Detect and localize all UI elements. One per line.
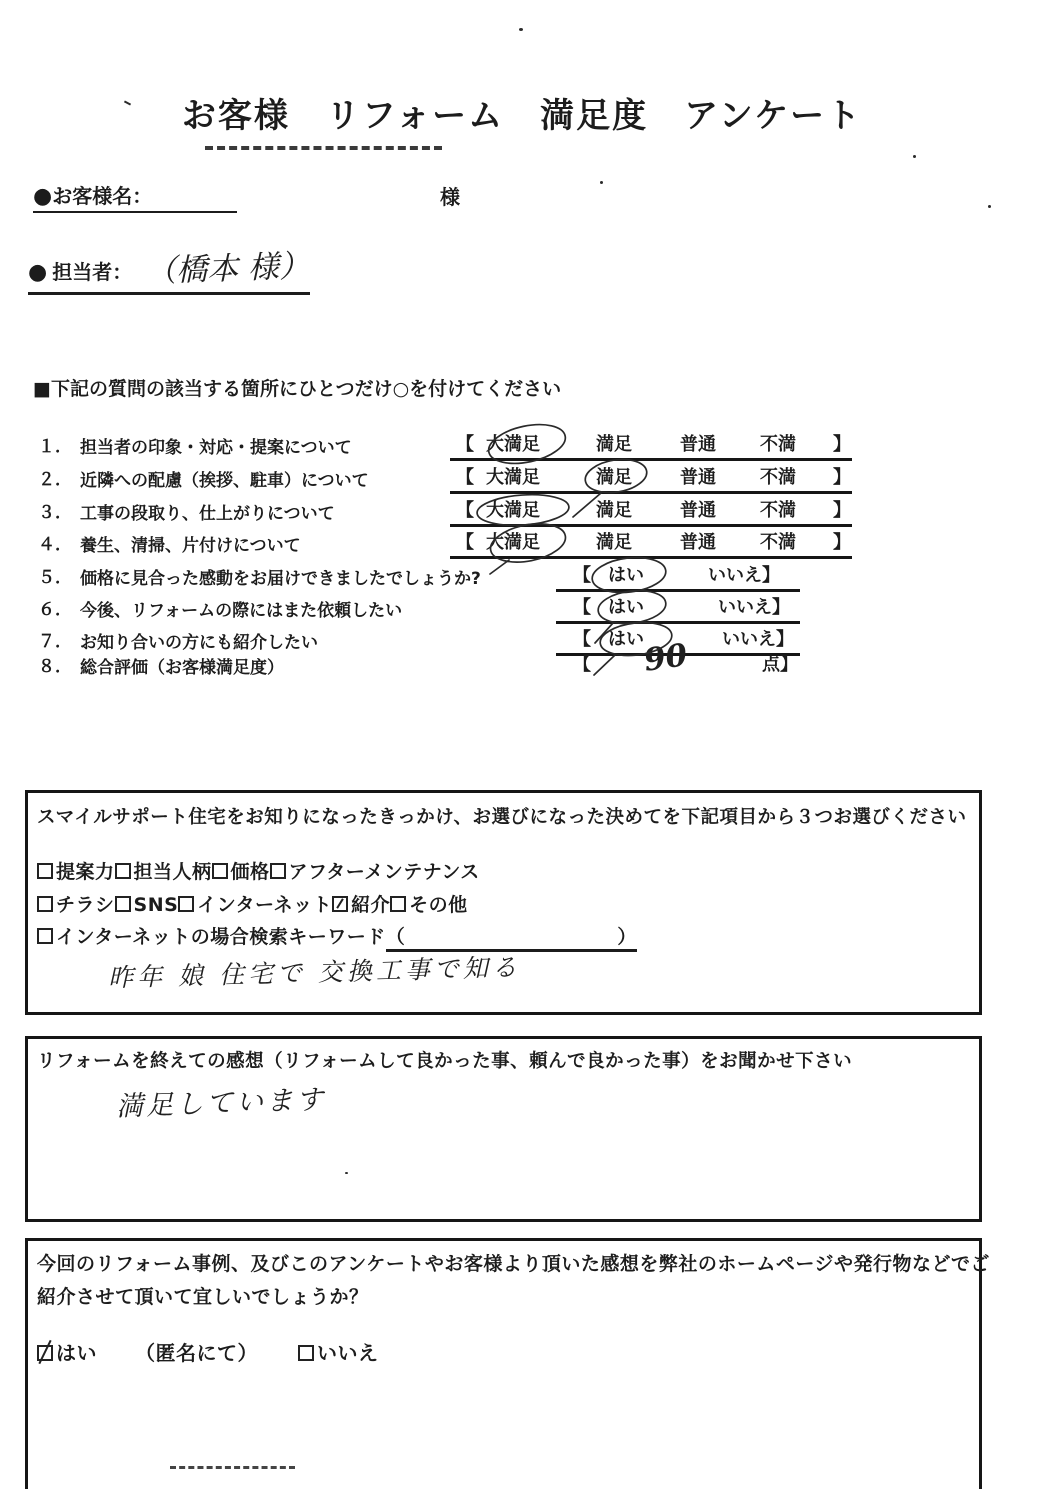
question-number: ７．: [38, 632, 72, 652]
question-row-4: [0, 530, 1044, 560]
consent-no-label: いいえ: [317, 1341, 379, 1365]
scan-artifact-dash: [170, 1466, 295, 1469]
impressions-box-title: リフォームを終えての感想（リフォームして良かった事、頼んで良かった事）をお聞かせ下さい: [37, 1051, 853, 1072]
awareness-box-title: スマイルサポート住宅をお知りになったきっかけ、お選びになった決めてを下記項目から３つお選びください: [37, 807, 967, 828]
option-fuman[interactable]: 不満: [760, 434, 796, 455]
checkbox-internet[interactable]: [178, 896, 194, 912]
scan-noise: [913, 155, 916, 158]
option-daimanzoku[interactable]: 大満足: [486, 467, 540, 488]
option-iie[interactable]: いいえ】: [708, 565, 780, 586]
keyword-paren-open: （: [385, 926, 406, 948]
option-futsuu[interactable]: 普通: [680, 467, 716, 488]
bracket-close: 】: [833, 500, 851, 521]
bracket-open: 【: [456, 532, 474, 553]
bracket-open: 【: [573, 565, 591, 586]
bracket-open: 【: [456, 434, 474, 455]
customer-name-line: [33, 180, 237, 213]
checkbox-after-maintenance[interactable]: [270, 863, 286, 879]
question-number: ５．: [38, 568, 72, 588]
checkbox-teianryoku[interactable]: [37, 863, 53, 879]
consent-answer-line: [37, 1337, 379, 1366]
checkbox-consent-yes[interactable]: [37, 1345, 53, 1361]
question-label: お知り合いの方にも紹介したい: [80, 633, 318, 653]
checkbox-label: 紹介: [351, 894, 391, 916]
checkbox-label: その他: [409, 894, 468, 916]
consent-yes-label: はい: [56, 1341, 97, 1365]
question-label: 今後、リフォームの際にはまた依頼したい: [80, 601, 403, 621]
option-manzoku[interactable]: 満足: [596, 467, 632, 488]
option-fuman[interactable]: 不満: [760, 467, 796, 488]
question-row-6: [0, 595, 1044, 625]
checkbox-kakaku[interactable]: [212, 863, 228, 879]
question-number: ２．: [38, 470, 72, 490]
option-futsuu[interactable]: 普通: [680, 500, 716, 521]
checkbox-label: 価格: [230, 861, 270, 883]
question-number: ６．: [38, 600, 72, 620]
checkbox-label: 提案力: [56, 861, 115, 883]
bullet-icon: ●: [33, 184, 53, 209]
question-5-options: [556, 559, 800, 592]
question-1-options: [450, 428, 852, 461]
bracket-open: 【: [456, 500, 474, 521]
checkbox-chirashi[interactable]: [37, 896, 53, 912]
bracket-open: 【: [573, 629, 591, 650]
customer-honorific: 様: [440, 185, 460, 209]
bracket-open: 【: [573, 654, 591, 675]
checkbox-label: 担当人柄: [133, 861, 212, 883]
awareness-options-row-1: [37, 857, 480, 884]
checkbox-sonota[interactable]: [390, 896, 406, 912]
score-handwritten[interactable]: 90: [641, 637, 690, 679]
awareness-options-row-2: [37, 890, 468, 917]
customer-name-label: お客様名：: [52, 184, 153, 208]
title-underline: [205, 146, 442, 150]
awareness-box: [25, 790, 982, 1015]
keyword-line: [37, 922, 637, 952]
question-label: 総合評価（お客様満足度）: [80, 658, 284, 678]
question-number: ４．: [38, 535, 72, 555]
scan-noise: [345, 1172, 348, 1174]
question-row-5: [0, 563, 1044, 593]
option-hai[interactable]: はい: [608, 565, 644, 586]
checkbox-label: アフターメンテナンス: [288, 861, 480, 883]
checkbox-label: チラシ: [56, 894, 115, 916]
question-3-options: [450, 494, 852, 527]
question-number: ３．: [38, 503, 72, 523]
option-hai[interactable]: はい: [608, 629, 644, 650]
question-label: 近隣への配慮（挨拶、駐車）について: [80, 471, 369, 491]
question-4-options: [450, 526, 852, 559]
option-manzoku[interactable]: 満足: [596, 500, 632, 521]
keyword-label: インターネットの場合検索キーワード: [56, 926, 386, 948]
awareness-handwriting: 昨年 娘 住宅で 交換工事で知る: [107, 952, 522, 993]
staff-label: 担当者：: [52, 260, 133, 284]
bullet-icon: ●: [28, 260, 48, 285]
question-number: １．: [38, 437, 72, 457]
option-iie[interactable]: いいえ】: [722, 629, 794, 650]
option-daimanzoku[interactable]: 大満足: [486, 434, 540, 455]
consent-yes-note: （匿名にて）: [135, 1341, 258, 1365]
option-futsuu[interactable]: 普通: [680, 532, 716, 553]
scan-noise: [988, 205, 991, 208]
consent-line-2: 紹介させて頂いて宜しいでしょうか？: [37, 1286, 369, 1308]
keyword-paren-close: ）: [617, 926, 637, 948]
question-row-3: [0, 498, 1044, 528]
option-daimanzoku[interactable]: 大満足: [486, 500, 540, 521]
bracket-close: 】: [833, 467, 851, 488]
question-2-options: [450, 461, 852, 494]
checkbox-sns[interactable]: [115, 896, 131, 912]
question-label: 工事の段取り、仕上がりについて: [80, 504, 335, 524]
option-fuman[interactable]: 不満: [760, 532, 796, 553]
option-fuman[interactable]: 不満: [760, 500, 796, 521]
question-row-1: [0, 432, 1044, 462]
bracket-open: 【: [456, 467, 474, 488]
bracket-close: 】: [833, 434, 851, 455]
staff-name-handwritten: （橋本 様）: [144, 248, 311, 290]
option-futsuu[interactable]: 普通: [680, 434, 716, 455]
score-unit: 点】: [762, 654, 798, 675]
bracket-open: 【: [573, 597, 591, 618]
checkbox-shoukai[interactable]: [332, 896, 348, 912]
option-manzoku[interactable]: 満足: [596, 532, 632, 553]
option-daimanzoku[interactable]: 大満足: [486, 532, 540, 553]
option-iie[interactable]: いいえ】: [718, 597, 790, 618]
checkbox-consent-no[interactable]: [298, 1345, 314, 1361]
impressions-handwriting: 満足しています: [115, 1084, 327, 1123]
option-manzoku[interactable]: 満足: [596, 434, 632, 455]
question-row-2: [0, 465, 1044, 495]
consent-line-1: 今回のリフォーム事例、及びこのアンケートやお客様より頂いた感想を弊社のホームページや発行物などでご: [37, 1253, 991, 1275]
question-label: 養生、清掃、片付けについて: [80, 536, 301, 556]
checkbox-label: SNS: [133, 894, 179, 916]
publication-consent-box: [25, 1238, 991, 1489]
option-hai[interactable]: はい: [608, 597, 644, 618]
question-6-options: [556, 591, 800, 624]
page-title: お客様 リフォーム 満足度 アンケート: [181, 96, 863, 136]
checkbox-label: インターネット: [197, 894, 333, 916]
impressions-box: [25, 1036, 982, 1222]
instruction-text: ■下記の質問の該当する箇所にひとつだけ○を付けてください: [33, 378, 562, 400]
bracket-close: 】: [833, 532, 851, 553]
staff-line: [28, 243, 310, 295]
question-number: ８．: [38, 657, 72, 677]
scan-noise: [519, 28, 523, 31]
question-label: 価格に見合った感動をお届けできましたでしょうか?: [80, 569, 481, 589]
checkbox-keyword[interactable]: [37, 928, 53, 944]
question-label: 担当者の印象・対応・提案について: [80, 438, 352, 458]
checkbox-tantou-hitogara[interactable]: [115, 863, 131, 879]
scan-noise: [600, 181, 603, 184]
